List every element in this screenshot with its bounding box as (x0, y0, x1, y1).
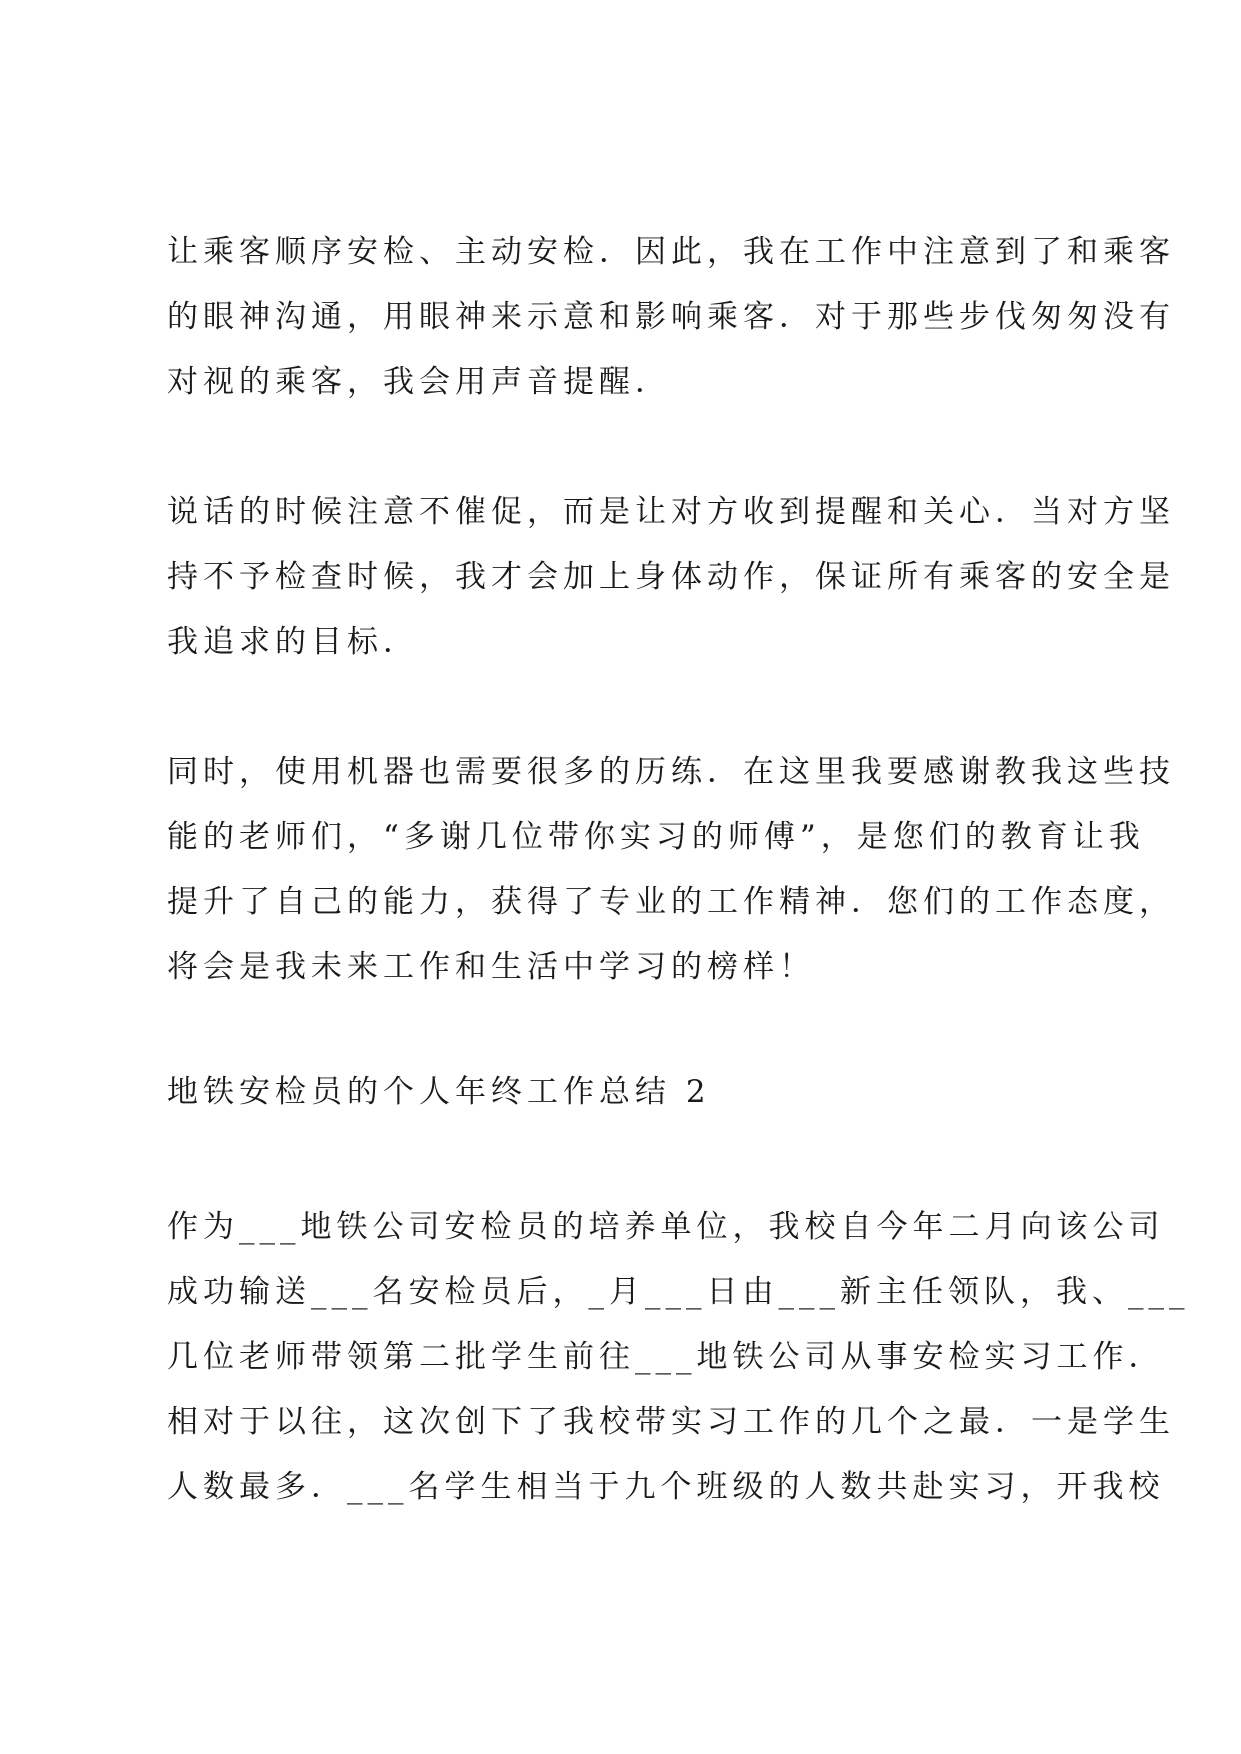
paragraph-line: 同时，使用机器也需要很多的历练．在这里我要感谢教我这些技 (167, 754, 1175, 790)
paragraph-2 (167, 480, 1175, 675)
paragraph-line: 人数最多．___名学生相当于九个班级的人数共赴实习，开我校 (167, 1469, 1165, 1505)
paragraph-line: 作为___地铁公司安检员的培养单位，我校自今年二月向该公司 (167, 1209, 1165, 1245)
paragraph-line: 对视的乘客，我会用声音提醒． (167, 364, 671, 400)
paragraph-line: 相对于以往，这次创下了我校带实习工作的几个之最．一是学生 (167, 1404, 1175, 1440)
paragraph-line: 让乘客顺序安检、主动安检．因此，我在工作中注意到了和乘客 (167, 234, 1175, 270)
section-heading (167, 1060, 1107, 1125)
heading-text: 地铁安检员的个人年终工作总结 2 (167, 1074, 711, 1110)
paragraph-line: 持不予检查时候，我才会加上身体动作，保证所有乘客的安全是 (167, 559, 1175, 595)
paragraph-line: 提升了自己的能力，获得了专业的工作精神．您们的工作态度， (167, 884, 1175, 920)
paragraph-1 (167, 220, 1175, 415)
paragraph-line: 说话的时候注意不催促，而是让对方收到提醒和关心．当对方坚 (167, 494, 1175, 530)
paragraph-line: 将会是我未来工作和生活中学习的榜样！ (167, 949, 815, 985)
paragraph-line: 成功输送___名安检员后，_月___日由___新主任领队，我、___ (167, 1274, 1190, 1310)
paragraph-line: 能的老师们，“多谢几位带你实习的师傅”，是您们的教育让我 (167, 819, 1145, 855)
paragraph-line: 几位老师带领第二批学生前往___地铁公司从事安检实习工作． (167, 1339, 1165, 1375)
paragraph-3 (167, 740, 1175, 1000)
paragraph-line: 的眼神沟通，用眼神来示意和影响乘客．对于那些步伐匆匆没有 (167, 299, 1175, 335)
paragraph-4 (167, 1195, 1190, 1520)
paragraph-line: 我追求的目标． (167, 624, 419, 660)
